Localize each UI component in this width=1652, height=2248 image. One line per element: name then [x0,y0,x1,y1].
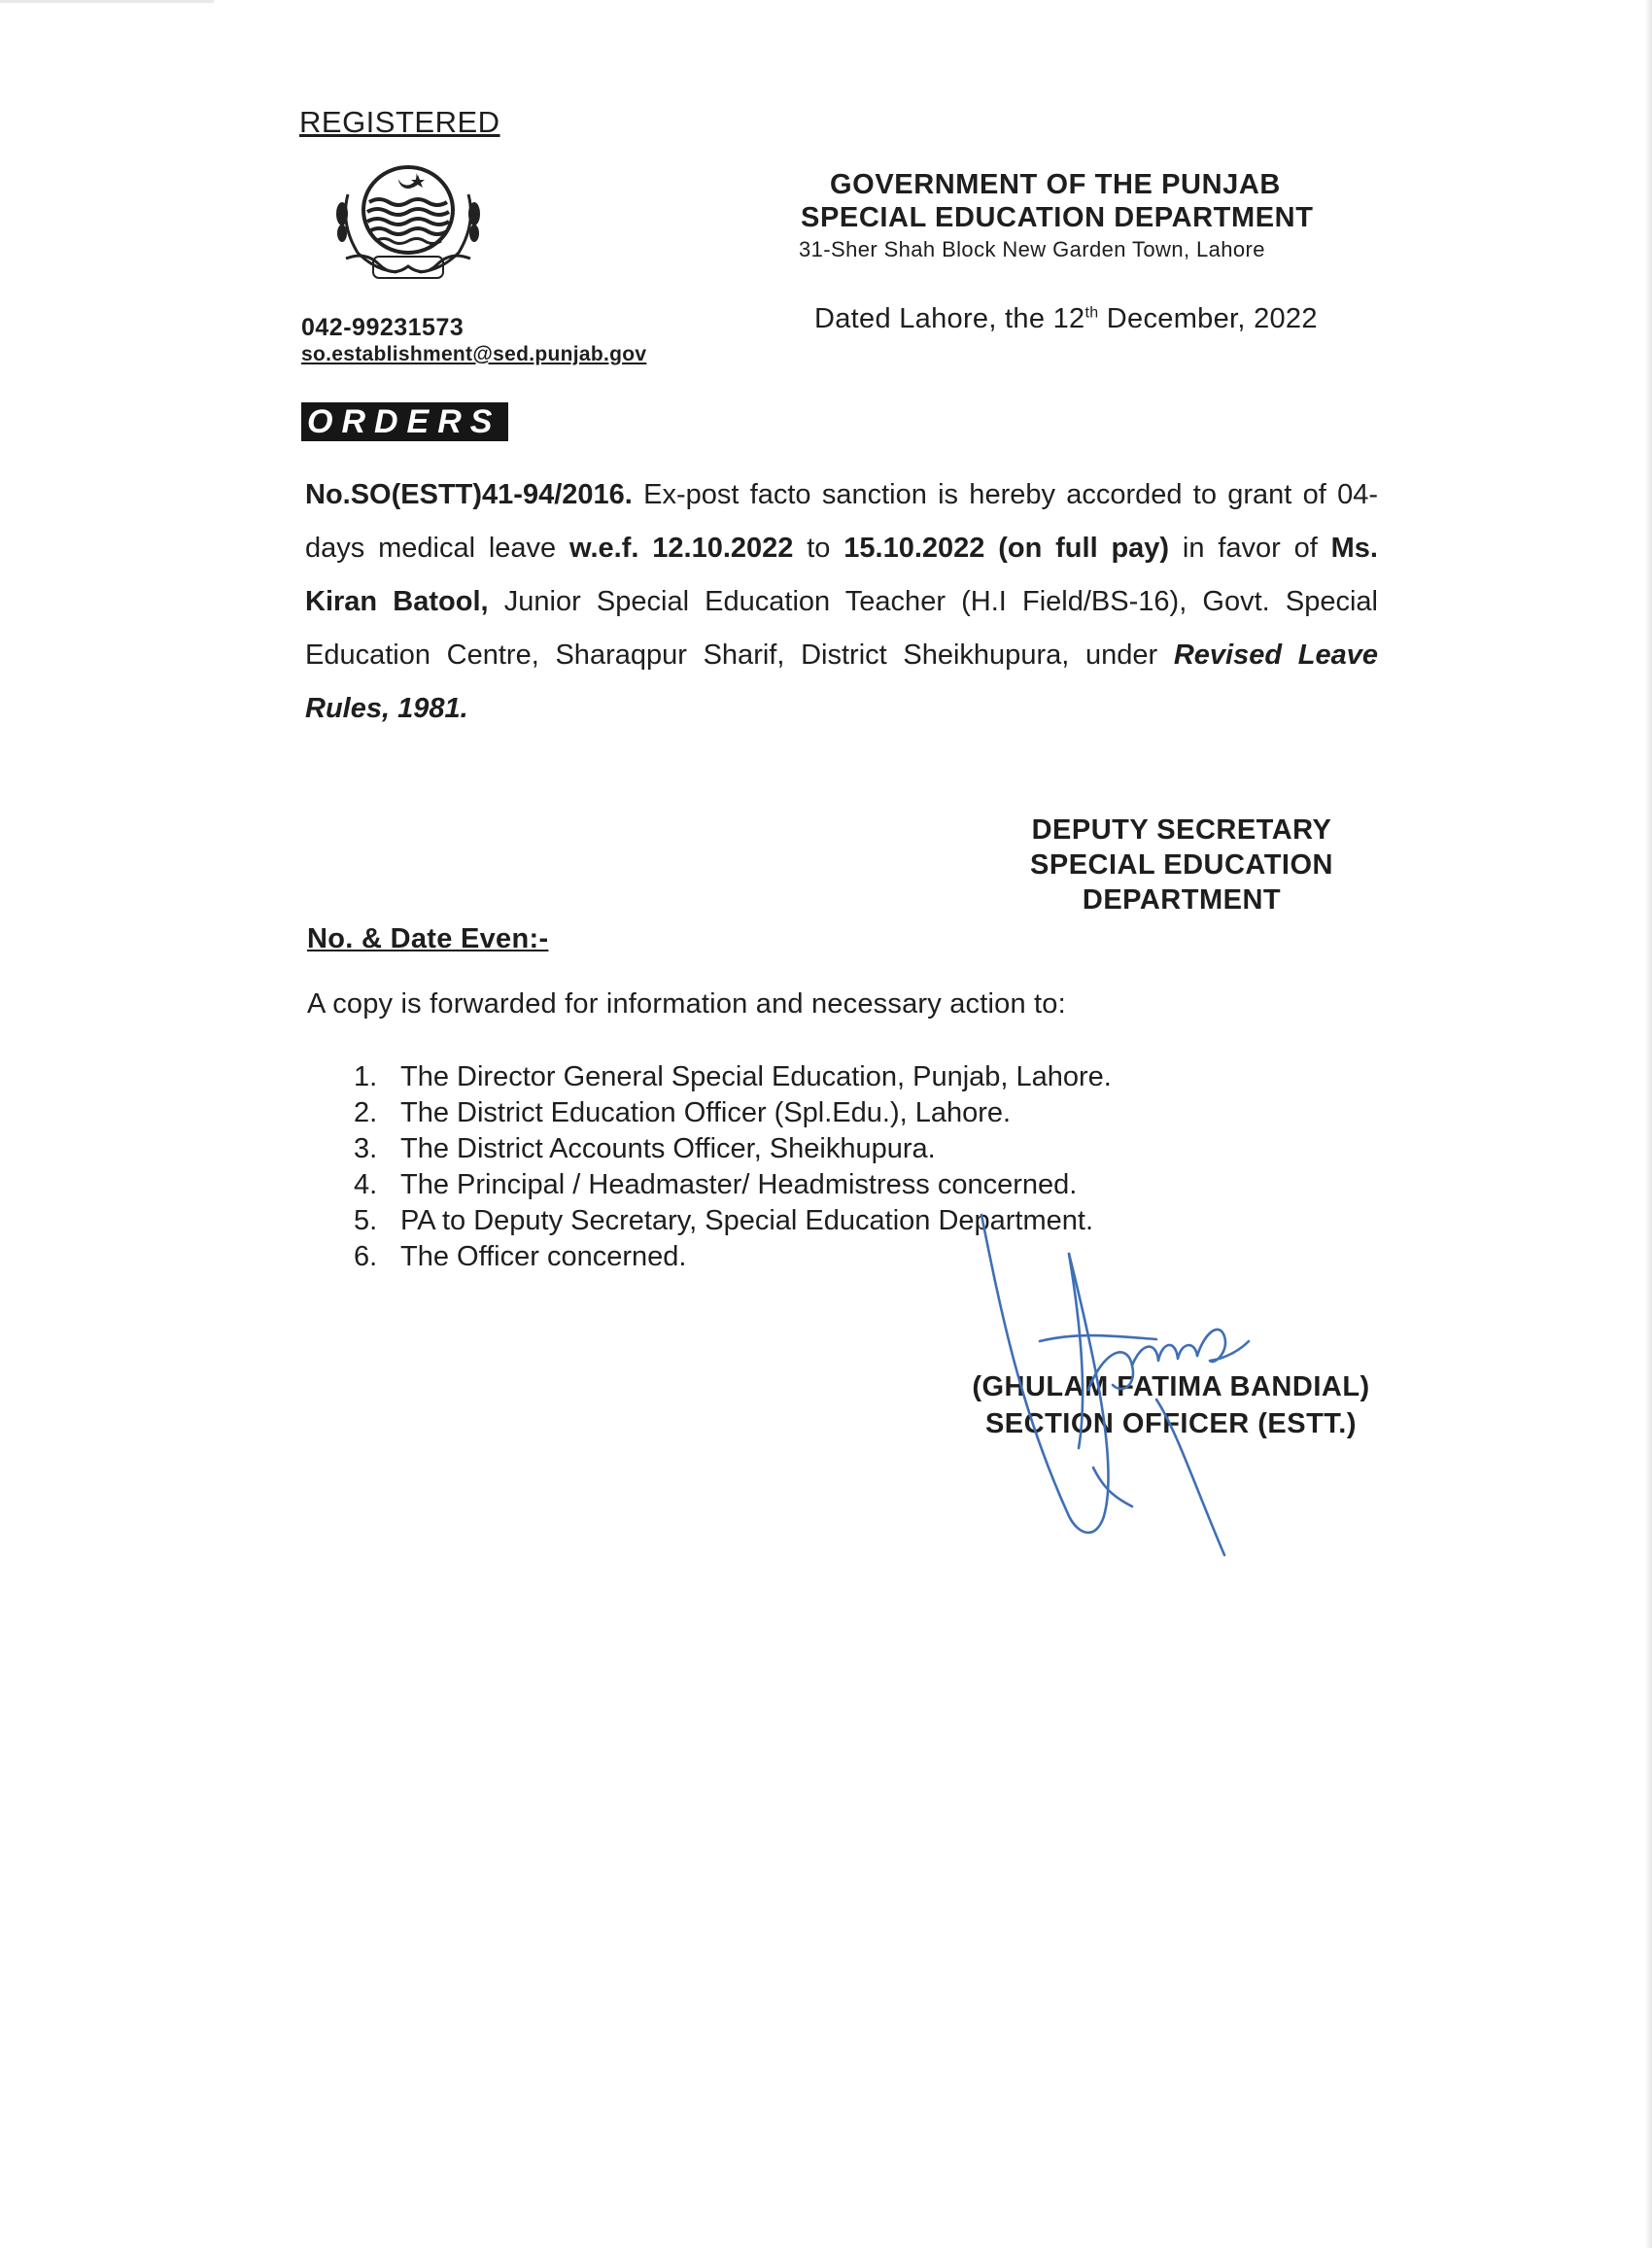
order-to-date: 15.10.2022 (on full pay) [843,533,1170,564]
order-text-4: Junior Special Education Teacher (H.I Field/BS-16), Govt. Special Education Centre, Sharaqpur Sharif, District Sheikhupura, under [305,586,1378,671]
order-number: No.SO(ESTT)41-94/2016. [305,479,633,510]
list-item: 4. The Principal / Headmaster/ Headmistress concerned. [354,1169,1078,1200]
copy-recipient-list [354,1059,1112,1275]
leave-rules: Revised Leave Rules, 1981. [305,640,1378,724]
scan-edge-right [1646,0,1652,2248]
dated-prefix: Dated Lahore, the 12 [814,303,1085,334]
orders-title: ORDERS [301,402,508,441]
deputy-secretary-block [987,813,1376,917]
deputy-line-3: DEPARTMENT [1082,884,1282,916]
list-item: 6. The Officer concerned. [354,1241,687,1272]
dated-superscript: th [1084,304,1099,322]
order-text-1: Ex-post facto sanction is hereby accorded to grant of 04-days medical leave [305,479,1378,564]
department-title: SPECIAL EDUCATION DEPARTMENT [801,202,1314,233]
signatory-name: (GHULAM FATIMA BANDIAL) [972,1371,1370,1402]
order-wef-date: w.e.f. 12.10.2022 [569,533,794,564]
order-paragraph [305,468,1378,736]
scan-edge-top [0,0,214,3]
list-item: 2. The District Education Officer (Spl.Edu.), Lahore. [354,1097,1012,1128]
phone-number: 042-99231573 [301,314,465,341]
signatory-block [952,1368,1390,1442]
deputy-line-2: SPECIAL EDUCATION [1030,849,1333,881]
employee-name: Ms. Kiran Batool, [305,533,1378,617]
order-text-3: in favor of [1169,533,1331,564]
email-link[interactable]: so.establishment@sed.punjab.gov [301,343,647,365]
order-text-2: to [793,533,844,564]
deputy-line-1: DEPUTY SECRETARY [1031,814,1332,846]
signatory-designation: SECTION OFFICER (ESTT.) [984,1408,1358,1439]
department-address: 31-Sher Shah Block New Garden Town, Lahore [799,237,1265,261]
no-date-even-heading: No. & Date Even:- [307,923,549,954]
dated-suffix: December, 2022 [1098,303,1318,334]
list-item: 5. PA to Deputy Secretary, Special Education Department. [354,1205,1094,1236]
dated-line [814,303,1318,335]
list-item: 3. The District Accounts Officer, Sheikhupura. [354,1133,936,1164]
copy-forwarded-intro: A copy is forwarded for information and necessary action to: [307,988,1066,1020]
punjab-govt-emblem-icon [313,154,503,290]
list-item: 1. The Director General Special Education, Punjab, Lahore. [354,1061,1112,1092]
government-title: GOVERNMENT OF THE PUNJAB [830,169,1281,200]
registered-label: REGISTERED [299,105,500,139]
